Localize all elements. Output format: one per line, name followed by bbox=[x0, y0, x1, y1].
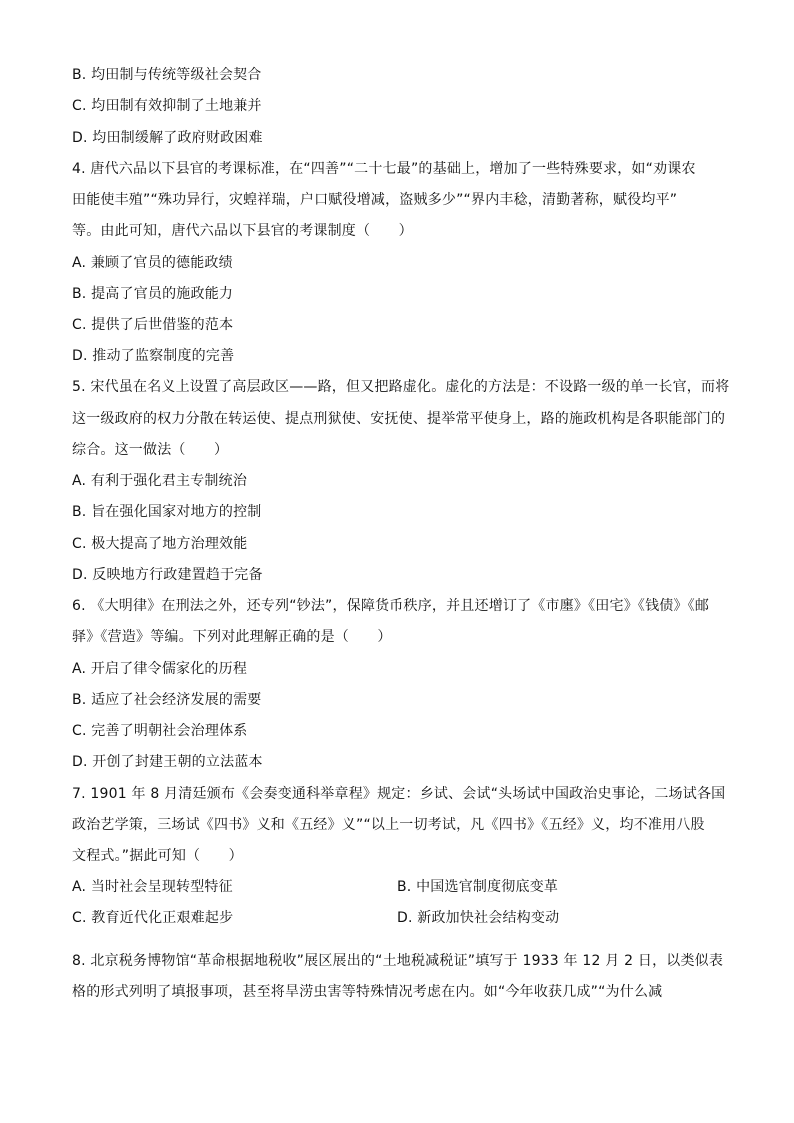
q5-option-d: D. 反映地方行政建置趋于完备 bbox=[72, 567, 263, 583]
q5-stem-line-2: 这一级政府的权力分散在转运使、提点刑狱使、安抚使、提举常平使身上，路的施政机构是各职能部门的 bbox=[72, 411, 726, 427]
q7-stem-line-1: 7. 1901 年 8 月清廷颁布《会奏变通科举章程》规定：乡试、会试“头场试中国政治史事论，二场试各国 bbox=[72, 786, 726, 802]
q7-option-c: C. 教育近代化正艰难起步 bbox=[72, 910, 234, 926]
q6-option-c: C. 完善了明朝社会治理体系 bbox=[72, 723, 248, 739]
q4-stem-line-1: 4. 唐代六品以下县官的考课标准，在“四善”“二十七最”的基础上，增加了一些特殊要求，如“劝课农 bbox=[72, 161, 696, 177]
q4-stem-line-3: 等。由此可知，唐代六品以下县官的考课制度（ ） bbox=[72, 223, 413, 239]
q3-option-c: C. 均田制有效抑制了土地兼并 bbox=[72, 98, 262, 114]
q6-option-a: A. 开启了律令儒家化的历程 bbox=[72, 661, 248, 677]
q5-option-c: C. 极大提高了地方治理效能 bbox=[72, 536, 248, 552]
q8-stem-line-2: 格的形式列明了填报事项，甚至将旱涝虫害等特殊情况考虑在内。如“今年收获几成”“为什么减 bbox=[72, 984, 663, 1000]
q3-option-b: B. 均田制与传统等级社会契合 bbox=[72, 67, 262, 83]
q4-option-c: C. 提供了后世借鉴的范本 bbox=[72, 317, 234, 333]
q3-option-d: D. 均田制缓解了政府财政困难 bbox=[72, 130, 263, 146]
q5-stem-line-3: 综合。这一做法（ ） bbox=[72, 442, 229, 458]
q7-option-b: B. 中国选官制度彻底变革 bbox=[397, 879, 559, 895]
q5-option-b: B. 旨在强化国家对地方的控制 bbox=[72, 504, 262, 520]
q4-option-a: A. 兼顾了官员的德能政绩 bbox=[72, 255, 233, 271]
q4-option-b: B. 提高了官员的施政能力 bbox=[72, 286, 234, 302]
q7-stem-line-3: 文程式。”据此可知（ ） bbox=[72, 848, 243, 864]
q4-stem-line-2: 田能使丰殖”“殊功异行，灾蝗祥瑞，户口赋役增减，盗贼多少”“界内丰稔，清勤著称，赋役均平” bbox=[72, 192, 678, 208]
q5-stem-line-1: 5. 宋代虽在名义上设置了高层政区——路，但又把路虚化。虚化的方法是：不设路一级的单一长官，而将 bbox=[72, 379, 730, 395]
q4-option-d: D. 推动了监察制度的完善 bbox=[72, 348, 235, 364]
q6-stem-line-2: 驿》《营造》等编。下列对此理解正确的是（ ） bbox=[72, 629, 392, 645]
q7-stem-line-2: 政治艺学策，三场试《四书》义和《五经》义”“以上一切考试，凡《四书》《五经》义，均不准用八股 bbox=[72, 817, 705, 833]
q5-option-a: A. 有利于强化君主专制统治 bbox=[72, 473, 248, 489]
q6-stem-line-1: 6. 《大明律》在刑法之外，还专列“钞法”，保障货币秩序，并且还增订了《市廛》《田宅》《钱债》《邮 bbox=[72, 598, 710, 614]
q7-option-a: A. 当时社会呈现转型特征 bbox=[72, 879, 233, 895]
q6-option-b: B. 适应了社会经济发展的需要 bbox=[72, 692, 262, 708]
q6-option-d: D. 开创了封建王朝的立法蓝本 bbox=[72, 754, 263, 770]
q8-stem-line-1: 8. 北京税务博物馆“革命根据地税收”展区展出的“土地税减税证”填写于 1933 年 12 月 2 日，以类似表 bbox=[72, 953, 724, 969]
q7-option-d: D. 新政加快社会结构变动 bbox=[397, 910, 560, 926]
